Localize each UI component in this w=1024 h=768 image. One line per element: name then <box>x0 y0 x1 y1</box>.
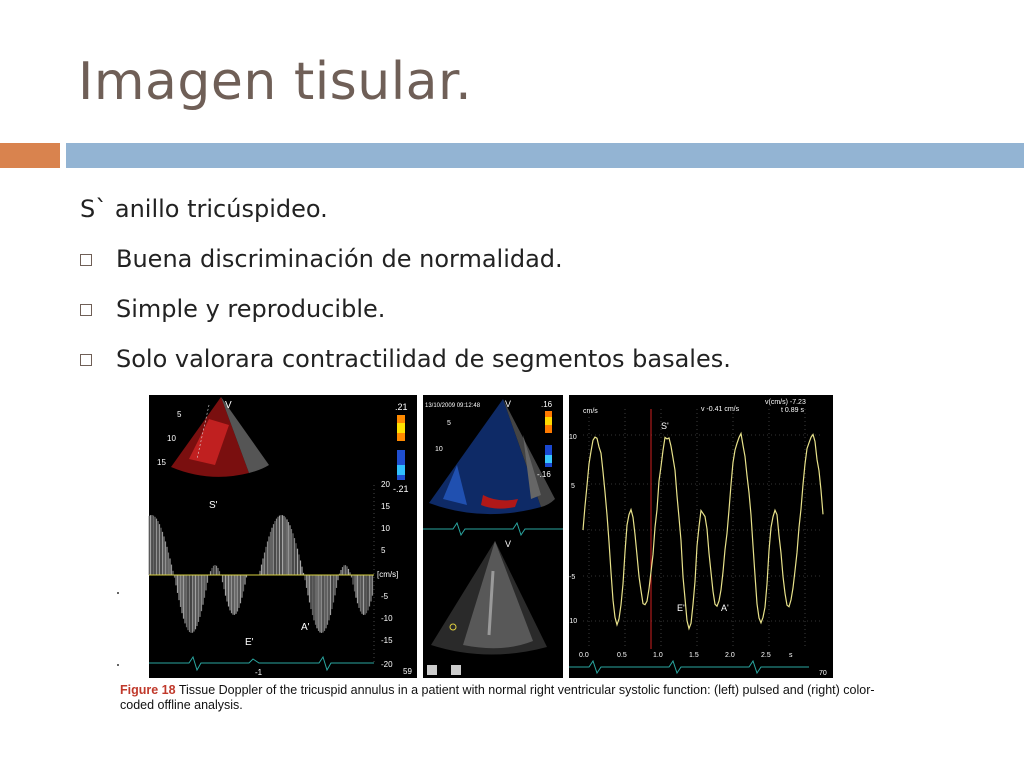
readout-v: v -0.41 cm/s <box>701 406 740 413</box>
y-tick: -10 <box>567 618 578 625</box>
bullet-item <box>80 342 731 392</box>
readout-t: t 0.89 s <box>781 407 804 414</box>
figure-dot <box>117 592 119 594</box>
y-tick: -5 <box>569 574 576 581</box>
color-tdi-images-panel <box>423 395 563 678</box>
figure-caption <box>120 683 880 713</box>
square-bullet-icon <box>80 354 92 366</box>
accent-bar-orange <box>0 143 60 168</box>
view-label: V <box>225 400 232 411</box>
readout-vcms: v(cm/s) -7.23 <box>765 399 806 406</box>
caption-text: Tissue Doppler of the tricuspid annulus in a patient with normal right ventricular systolic function: (left) pulsed and (right) color-coded offline analysis. <box>120 683 875 712</box>
heart-rate: 70 <box>819 670 827 677</box>
a-prime-label: A' <box>721 603 729 613</box>
figure-dot <box>117 664 119 666</box>
square-bullet-icon <box>80 304 92 316</box>
axis-tick: -20 <box>381 660 393 669</box>
x-tick: 0.5 <box>617 652 627 659</box>
accent-bar-blue <box>66 143 1024 168</box>
timestamp: 13/10/2009 09:12:48 <box>425 403 481 409</box>
bullet-text: Solo valorara contractilidad de segmentos basales. <box>116 345 731 373</box>
color-scale-bottom: -.21 <box>393 484 409 494</box>
square-bullet-icon <box>80 254 92 266</box>
s-prime-label: S' <box>209 500 218 511</box>
bullet-item <box>80 242 731 292</box>
offline-velocity-panel <box>569 395 833 678</box>
slide-title: Imagen tisular. <box>78 52 473 112</box>
axis-tick: -5 <box>381 592 389 601</box>
axis-tick: 20 <box>381 480 390 489</box>
depth-mark: 10 <box>435 446 443 453</box>
color-scale-top: .21 <box>395 402 408 412</box>
bullet-text: Simple y reproducible. <box>116 295 386 323</box>
x-tick: 2.0 <box>725 652 735 659</box>
depth-mark: 5 <box>447 420 451 427</box>
y-tick: 10 <box>569 434 577 441</box>
e-prime-label: E' <box>245 637 254 648</box>
axis-bottom-label: -1 <box>255 668 263 677</box>
axis-tick: 15 <box>381 502 390 511</box>
depth-mark: 10 <box>167 434 176 443</box>
x-tick: 1.5 <box>689 652 699 659</box>
heart-rate: 59 <box>403 667 412 676</box>
x-tick: 2.5 <box>761 652 771 659</box>
axis-tick: 5 <box>381 546 386 555</box>
intro-line: S` anillo tricúspideo. <box>80 195 328 223</box>
depth-mark: 5 <box>177 410 182 419</box>
x-tick: s <box>789 652 793 659</box>
color-scale-bottom: -.16 <box>537 470 551 479</box>
caption-label: Figure 18 <box>120 683 176 697</box>
axis-tick: -15 <box>381 636 393 645</box>
slide-body <box>80 192 731 392</box>
color-scale-top: .16 <box>541 400 553 409</box>
bullet-item <box>80 292 731 342</box>
view-label: V <box>505 399 512 409</box>
s-prime-label: S' <box>661 421 669 431</box>
a-prime-label: A' <box>301 622 310 633</box>
axis-tick: -10 <box>381 614 393 623</box>
axis-tick: 10 <box>381 524 390 533</box>
doppler-figure <box>113 392 873 718</box>
x-tick: 0.0 <box>579 652 589 659</box>
axis-tick: [cm/s] <box>377 570 399 579</box>
e-prime-label: E' <box>677 603 685 613</box>
y-tick: 5 <box>571 483 575 490</box>
bullet-text: Buena discriminación de normalidad. <box>116 245 563 273</box>
pulsed-doppler-panel <box>149 395 417 678</box>
lower-view-label: V <box>505 539 512 549</box>
unit-label: cm/s <box>583 408 598 415</box>
x-tick: 1.0 <box>653 652 663 659</box>
depth-mark: 15 <box>157 458 166 467</box>
